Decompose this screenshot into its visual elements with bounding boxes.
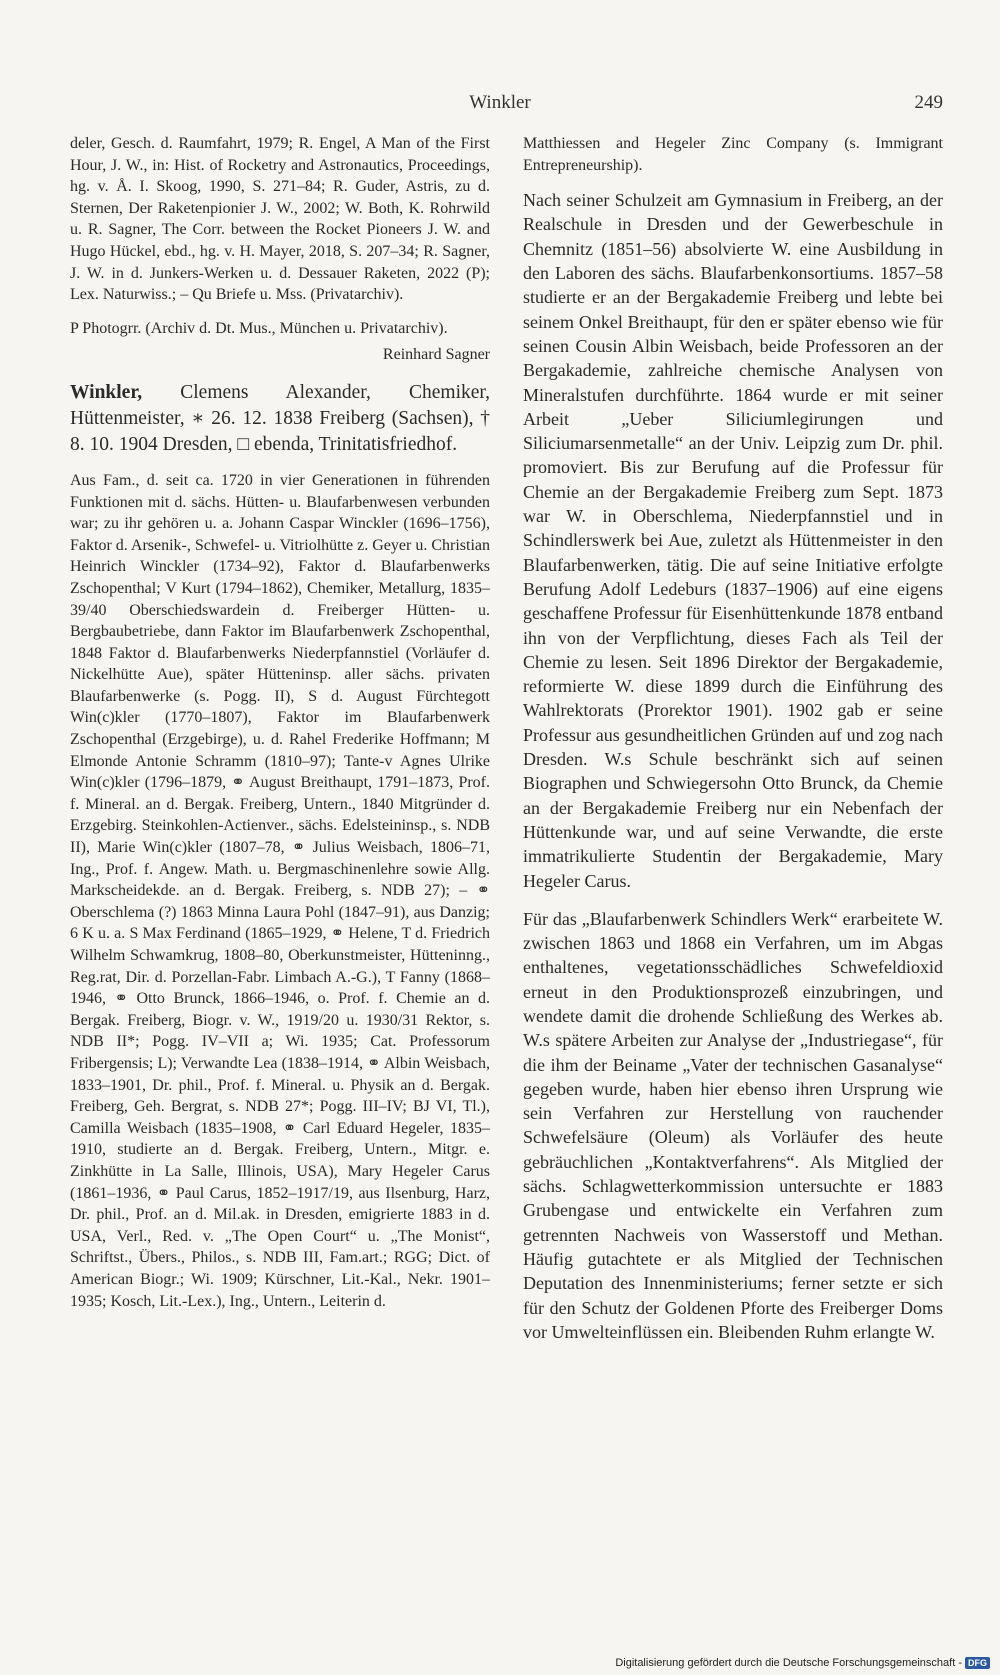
footer-text: Digitalisierung gefördert durch die Deutsche Forschungsgemeinschaft - bbox=[615, 1657, 962, 1669]
portraits-paragraph: P Photogrr. (Archiv d. Dt. Mus., München u. Privatarchiv). bbox=[70, 319, 448, 337]
entry-name: Winkler, bbox=[70, 381, 143, 403]
right-column bbox=[523, 133, 943, 1344]
entry-heading-details: Clemens Alexander, Chemiker, Hüttenmeister, ∗ 26. 12. 1838 Freiberg (Sachsen), † 8. 10. 1904 Dresden, □ ebenda, Trinitatisfriedhof. bbox=[70, 381, 490, 455]
author-signature: Reinhard Sagner bbox=[382, 346, 490, 364]
running-head bbox=[0, 92, 1000, 118]
entry-heading bbox=[70, 380, 490, 458]
left-column bbox=[70, 133, 490, 1312]
running-head-title: Winkler bbox=[469, 92, 531, 113]
bibliography-paragraph: deler, Gesch. d. Raumfahrt, 1979; R. Engel, A Man of the First Hour, J. W., in: Hist. of Rocketry and Astronautics, Proceedings, hg. v. Å. I. Skoog, 1990, S. 271–84; R. Guder, Astris, zu d. Sternen, Der Raketenpionier J. W., 2002; W. Both, K. Rohrwild u. R. Sagner, The Corr. between the Rocket Pioneers J. W. and Hugo Hückel, ebd., hg. v. H. Mayer, 2018, S. 207–34; R. Sagner, J. W. in d. Junkers-Werken u. d. Dessauer Raketen, 2022 (P); Lex. Naturwiss.; – Qu Briefe u. Mss. (Privatarchiv). bbox=[70, 135, 490, 304]
dfg-logo: DFG bbox=[965, 1657, 990, 1669]
biography-paragraph-2: Für das „Blaufarbenwerk Schindlers Werk“ erarbeitete W. zwischen 1863 und 1868 ein Verfahren, um im Abgas enthaltenes, vegetationsschädliches Schwefeldioxid erneut in den Produktionsprozeß einzubringen, und wendete damit die drohende Schließung des Werkes ab. W.s spätere Arbeiten zur Analyse der „Industriegase“, für die ihm der Beiname „Vater der technischen Gasanalyse“ gegeben wurde, haben hier ebenso ihren Ursprung wie sein Verfahren zur Herstellung von rauchender Schwefelsäure (Oleum) als Vorläufer des heute gebräuchlichen „Kontaktverfahrens“. Als Mitglied der sächs. Schlagwetterkommission untersuchte er 1883 Grubengase und entwickelte ein Verfahren zum getrennten Nachweis von Wasserstoff und Methan. Häufig gutachtete er als Mitglied der Technischen Deputation des Innenministeriums; ferner setzte er sich für den Schutz der Goldenen Pforte des Freiberger Doms vor Umwelteinflüssen ein. Bleibenden Ruhm erlangte W. bbox=[523, 908, 943, 1342]
digitization-footer bbox=[615, 1657, 990, 1669]
genealogy-paragraph: Aus Fam., d. seit ca. 1720 in vier Generationen in führenden Funktionen mit d. sächs. Hütten- u. Blaufarbenwesen verbunden war; zu ihr gehören u. a. Johann Caspar Winckler (1696–1756), Faktor d. Arsenik-, Schwefel- u. Vitriolhütte z. Geyer u. Christian Heinrich Winckler (1734–92), Faktor d. Blaufarbenwerks Zschopenthal; V Kurt (1794–1862), Chemiker, Metallurg, 1835–39/40 Oberschiedswardein d. Freiberger Hütten- u. Bergbaubetriebe, dann Faktor im Blaufarbenwerk Zschopenthal, 1848 Faktor d. Blaufarbenwerks Niederpfannstiel (Vorläufer d. Nickelhütte Aue), später Hütteninsp. aller sächs. privaten Blaufarbenwerke (s. Pogg. II), S d. August Fürchtegott Win(c)kler (1770–1807), Faktor im Blaufarbenwerk Zschopenthal (Erzgebirge), u. d. Rahel Frederike Hoffmann; M Elmonde Antonie Schramm (1810–97); Tante-v Agnes Ulrike Win(c)kler (1796–1879, ⚭ August Breithaupt, 1791–1873, Prof. f. Mineral. an d. Bergak. Freiberg, Untern., 1840 Mitgründer d. Erzgebirg. Steinkohlen-Actienver., sächs. Edelsteininsp., s. NDB II), Marie Win(c)kler (1807–78, ⚭ Julius Weisbach, 1806–71, Ing., Prof. f. Angew. Math. u. Bergmaschinenlehre sowie Allg. Markscheidekde. an d. Bergak. Freiberg, s. NDB 27); – ⚭ Oberschlema (?) 1863 Minna Laura Pohl (1847–91), aus Danzig; 6 K u. a. S Max Ferdinand (1865–1929, ⚭ Helene, T d. Friedrich Wilhelm Schwamkrug, 1808–80, Oberkunstmeister, Hütteninng., Reg.rat, Dir. d. Porzellan-Fabr. Limbach A.-G.), T Fanny (1868–1946, ⚭ Otto Brunck, 1866–1946, o. Prof. f. Chemie an d. Bergak. Freiberg, Biogr. v. W., 1919/20 u. 1930/31 Rektor, s. NDB II*; Pogg. IV–VII a; Wi. 1935; Cat. Professorum Fribergensis; L); Verwandte Lea (1838–1914, ⚭ Albin Weisbach, 1833–1901, Dr. phil., Prof. f. Mineral. u. Physik an d. Bergak. Freiberg, Geh. Bergrat, s. NDB 27*; Pogg. III–IV; BJ VI, Tl.), Camilla Weisbach (1835–1908, ⚭ Carl Eduard Hegeler, 1835–1910, studierte an d. Bergak. Freiberg, Untern., Mitgr. e. Zinkhütte in La Salle, Illinois, USA), Mary Hegeler Carus (1861–1936, ⚭ Paul Carus, 1852–1917/19, aus Ilsenburg, Harz, Dr. phil., Prof. an d. Mil.ak. in Dresden, emigrierte 1883 in d. USA, Verl., Red. v. „The Open Court“ u. „The Monist“, Schriftst., Übers., Philos., s. NDB III, Fam.art.; RGG; Dict. of American Biogr.; Wi. 1909; Kürschner, Lit.-Kal., Nekr. 1901–1935; Kosch, Lit.-Lex.), Ing., Untern., Leiterin d. bbox=[70, 471, 490, 1310]
biography-paragraph-1: Nach seiner Schulzeit am Gymnasium in Freiberg, an der Realschule in Dresden und der Gewerbeschule in Chemnitz (1851–56) absolvierte W. eine Ausbildung in den Laboren des sächs. Blaufarbenkonsortiums. 1857–58 studierte er an der Bergakademie Freiberg und lebte bei seinem Onkel Breithaupt, für den er später ebenso wie für seinen Cousin Albin Weisbach, beide Professoren an der Bergakademie, zahlreiche chemische Analysen von Mineralstufen durchführte. 1864 wurde er mit seiner Arbeit „Ueber Siliciumlegirungen und Siliciumarsenmetalle“ an der Univ. Leipzig zum Dr. phil. promoviert. Bis zur Berufung auf die Professur für Chemie an der Bergakademie Freiberg zum Sept. 1873 war W. in Oberschlema, Niederpfannstiel und in Schindlerswerk bei Aue, zuletzt als Hüttenmeister in den Blaufarbenwerken, tätig. Die auf seine Initiative erfolgte Berufung Adolf Ledeburs (1837–1906) auf eine eigens geschaffene Professur für Eisenhüttenkunde 1878 entband ihn von der Verpflichtung, dieses Fach als Teil der Chemie zu lesen. Seit 1896 Direktor der Bergakademie, reformierte W. diese 1899 durch die Einführung des Wahlrektorats (Prorektor 1901). 1902 gab er seine Professur aus gesundheitlichen Gründen auf und zog nach Dresden. W.s Schule beschränkt sich auf seinen Biographen und Schwiegersohn Otto Brunck, da Chemie an der Bergakademie Freiberg nur ein Nebenfach der Hüttenkunde war, und auf seine Verwandte, die erste immatrikulierte Studentin der Bergakademie, Mary Hegeler Carus. bbox=[523, 190, 943, 891]
page-number: 249 bbox=[914, 92, 943, 113]
genealogy-continuation: Matthiessen and Hegeler Zinc Company (s. Immigrant Entrepreneurship). bbox=[523, 135, 943, 174]
